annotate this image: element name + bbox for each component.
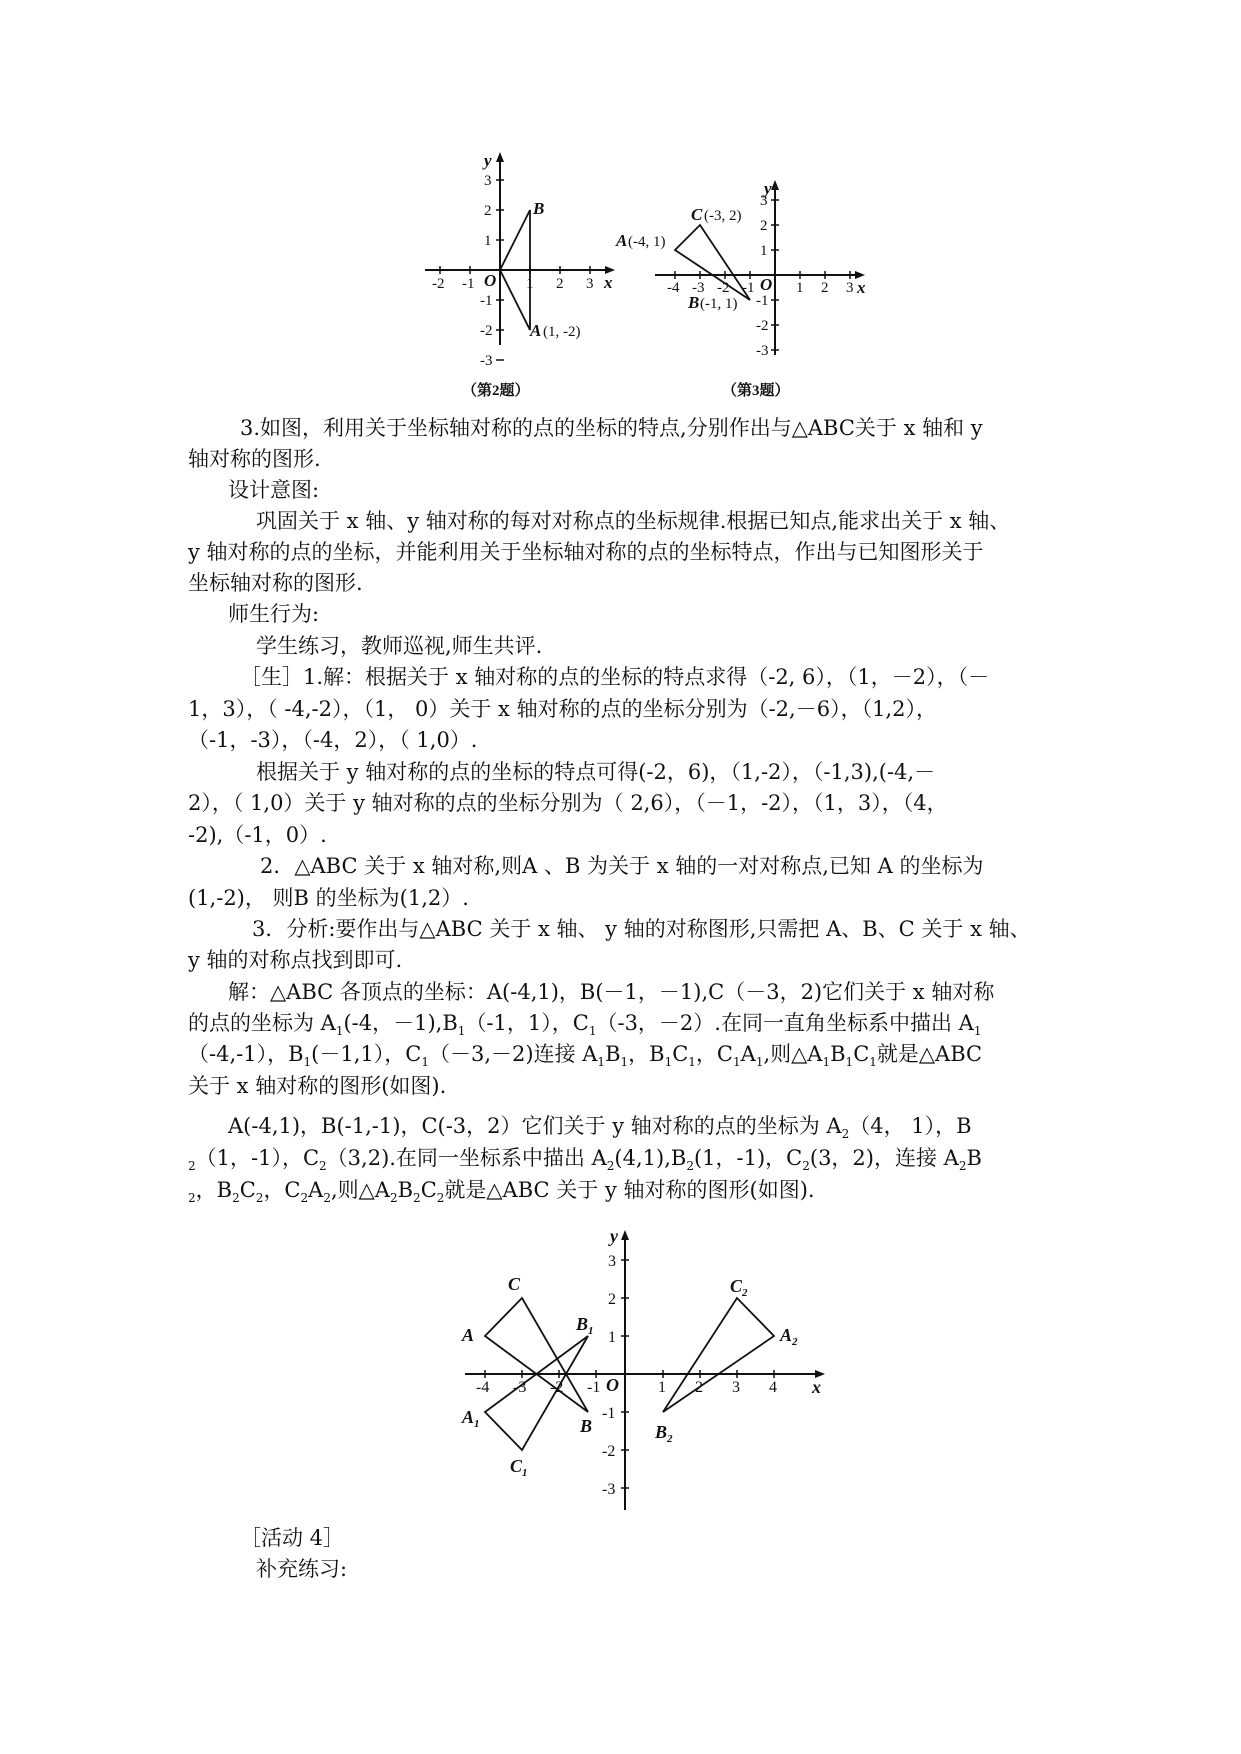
subscript: 1	[588, 1024, 597, 1039]
q2-y-tick: -1	[480, 293, 493, 309]
main-x-label: x	[812, 1377, 821, 1397]
subscript: 2	[958, 1159, 967, 1174]
text-span: B	[397, 1178, 414, 1202]
subscript: 1	[845, 1055, 854, 1070]
triangle-abc	[485, 1298, 588, 1412]
text-line: ［生］1.解：根据关于 x 轴对称的点的坐标的特点求得（-2, 6），（1，－2），（－	[240, 665, 990, 689]
subscript: 2	[255, 1191, 264, 1206]
q3-y-arrow	[771, 180, 779, 190]
q3-point-b-coord: (-1, 1)	[700, 296, 738, 312]
main-x-tick: 3	[732, 1379, 740, 1396]
main-x-tick: -3	[513, 1379, 527, 1396]
text-span: A	[308, 1178, 324, 1202]
q2-x-tick: -1	[462, 276, 475, 292]
q2-y-tick: 2	[484, 203, 492, 219]
text-span: ,则△A	[330, 1178, 390, 1202]
text-span: ，C	[263, 1178, 301, 1202]
text-line: （-1，-3），（-4，2），（ 1,0）.	[188, 728, 478, 752]
subscript: 2	[389, 1191, 398, 1206]
text-span: B	[966, 1146, 982, 1170]
main-y-tick: 2	[608, 1291, 616, 1308]
text-span: ,则△A	[763, 1042, 823, 1066]
main-y-tick: 3	[608, 1253, 616, 1270]
subscript: 2	[606, 1159, 615, 1174]
subscript: 2	[319, 1159, 327, 1174]
subscript: 1	[688, 1055, 696, 1070]
subscript: 2	[413, 1191, 421, 1206]
subscript: 2	[232, 1191, 240, 1206]
text-line: -2),（-1，0）.	[188, 823, 327, 847]
text-span: B	[605, 1042, 621, 1066]
main-y-arrow	[621, 1230, 629, 1240]
label-a2-letter: A	[780, 1325, 793, 1345]
q3-x-tick: -3	[692, 280, 705, 296]
main-x-tick: -2	[550, 1379, 564, 1396]
text-line: 1，3），（ -4,-2），（1， 0）关于 x 轴对称的点的坐标分别为（-2,－6），（1,2），	[188, 697, 937, 721]
label-a1-sub: 1	[474, 1418, 480, 1430]
q3-origin: O	[760, 275, 773, 294]
label-b2	[654, 1422, 673, 1445]
text-line: 3．分析:要作出与△ABC 关于 x 轴、 y 轴的对称图形,只需把 A、B、C 关于 x 轴、	[252, 917, 1031, 941]
subscript: 2	[841, 1127, 850, 1142]
label-b2-sub: 2	[667, 1433, 673, 1445]
q3-x-tick: -1	[742, 280, 755, 296]
label-c2	[730, 1276, 748, 1299]
text-span: (1，-1)，C	[693, 1146, 803, 1170]
text-span: (4,1),B	[614, 1146, 687, 1170]
figure-main	[450, 1220, 850, 1520]
text-line: 师生行为:	[228, 602, 320, 626]
q2-x-tick: -2	[432, 276, 445, 292]
text-span: 就是△ABC 关于 y 轴对称的图形(如图).	[444, 1178, 815, 1202]
subscript: 2	[686, 1159, 694, 1174]
label-c1-letter: C	[510, 1456, 523, 1476]
q3-y-tick: 2	[760, 218, 768, 234]
q2-caption: （第2题）	[462, 383, 530, 399]
label-a1-letter: A	[462, 1407, 475, 1427]
label-c1-sub: 1	[522, 1467, 528, 1479]
text-line: 2），（ 1,0）关于 y 轴对称的点的坐标分别为（ 2,6），（－1，-2），（1，3），（4，	[188, 791, 948, 815]
q3-triangle	[675, 225, 750, 300]
q2-y-label: y	[484, 151, 492, 170]
q3-x-tick: 1	[796, 280, 804, 296]
text-line: y 轴的对称点找到即可.	[188, 948, 403, 972]
triangle-a2b2c2	[663, 1298, 774, 1412]
q2-y-arrow	[496, 152, 504, 162]
text-line: (1,-2)， 则B 的坐标为(1,2）.	[188, 886, 469, 910]
subscript: 1	[303, 1055, 312, 1070]
text-line	[188, 1011, 1068, 1039]
q2-x-tick: 3	[586, 276, 594, 292]
subscript: 2	[802, 1159, 810, 1174]
text-line: 解：△ABC 各顶点的坐标：A(-4,1)，B(－1，－1),C（－3，2)它们关于 x 轴对称	[228, 980, 995, 1004]
text-line: 学生练习，教师巡视,师生共评.	[256, 634, 543, 658]
subscript: 1	[664, 1055, 673, 1070]
subscript: 2	[188, 1191, 196, 1206]
subscript: 1	[335, 1024, 344, 1039]
text-line: 巩固关于 x 轴、y 轴对称的每对对称点的坐标规律.根据已知点,能求出关于 x 轴、	[256, 509, 1011, 533]
main-x-tick: 1	[658, 1379, 666, 1396]
label-c1	[510, 1456, 528, 1479]
text-span: ，B	[195, 1178, 233, 1202]
label-b2-letter: B	[655, 1422, 668, 1442]
main-x-tick: 4	[769, 1379, 777, 1396]
text-span: C	[672, 1042, 689, 1066]
text-span: （-1，1），C	[465, 1011, 589, 1035]
text-span: A	[740, 1042, 756, 1066]
text-line: 坐标轴对称的图形.	[188, 571, 363, 595]
q3-y-tick: -2	[756, 318, 769, 334]
main-x-tick: 2	[695, 1379, 703, 1396]
q2-y-tick: 1	[484, 233, 492, 249]
q3-x-tick: -2	[717, 280, 730, 296]
activity-heading: ［活动 4］	[240, 1526, 345, 1550]
text-span: A(-4,1)，B(-1,-1)，C(-3，2）它们关于 y 轴对称的点的坐标为 A	[228, 1114, 842, 1138]
text-line	[188, 1042, 1068, 1070]
text-span: B	[830, 1042, 846, 1066]
q2-point-b: B	[533, 199, 545, 218]
text-span: C	[239, 1178, 256, 1202]
text-span: ，C	[695, 1042, 734, 1066]
label-a2	[779, 1325, 798, 1348]
main-origin: O	[606, 1375, 619, 1395]
q3-y-tick: -3	[756, 343, 769, 359]
q2-x-tick: 1	[526, 276, 534, 292]
subscript: 1	[755, 1055, 764, 1070]
subscript: 1	[733, 1055, 741, 1070]
q3-point-c: C	[691, 205, 703, 224]
text-span: （-4,-1），B	[188, 1042, 304, 1066]
label-a1	[461, 1407, 480, 1430]
main-x-tick: -4	[476, 1379, 490, 1396]
text-line: y 轴对称的点的坐标，并能利用关于坐标轴对称的点的坐标特点，作出与已知图形关于	[188, 540, 984, 564]
q2-origin: O	[484, 271, 497, 290]
q3-x-tick: 3	[846, 280, 854, 296]
q3-y-tick: 3	[760, 193, 768, 209]
label-c2-letter: C	[730, 1276, 743, 1296]
supplementary-exercise: 补充练习:	[256, 1557, 348, 1581]
subscript: 1	[597, 1055, 606, 1070]
text-span: (3，2)，连接 A	[809, 1146, 959, 1170]
q3-point-a: A	[616, 231, 628, 250]
q2-x-label: x	[604, 273, 613, 292]
text-line	[228, 1114, 1108, 1142]
text-span: （4， 1），B	[849, 1114, 972, 1138]
main-y-label: y	[610, 1226, 618, 1246]
q3-x-tick: 2	[821, 280, 829, 296]
q2-y-tick: -2	[480, 323, 493, 339]
text-span: C	[853, 1042, 870, 1066]
subscript: 2	[323, 1191, 331, 1206]
label-b1	[575, 1314, 594, 1337]
q3-point-a-coord: (-4, 1)	[628, 234, 666, 250]
subscript: 1	[869, 1055, 877, 1070]
q3-x-label: x	[857, 278, 866, 297]
text-span: (－1,1），C	[311, 1042, 422, 1066]
text-span: （1，-1），C	[195, 1146, 320, 1170]
text-span: （3,2).在同一坐标系中描出 A	[326, 1146, 607, 1170]
label-b1-letter: B	[576, 1314, 589, 1334]
main-y-tick: 1	[608, 1329, 616, 1346]
text-line: 关于 x 轴对称的图形(如图).	[188, 1074, 447, 1098]
text-span: （－3,－2)连接 A	[428, 1042, 598, 1066]
label-c2-sub: 2	[742, 1287, 748, 1299]
text-span: 就是△ABC	[876, 1042, 983, 1066]
figure-q3	[610, 150, 880, 410]
text-line	[188, 1146, 1068, 1174]
main-y-tick: -1	[602, 1405, 616, 1422]
label-a2-sub: 2	[792, 1336, 798, 1348]
text-line: 设计意图:	[228, 478, 320, 502]
text-span: C	[420, 1178, 437, 1202]
q3-point-b: B	[688, 293, 700, 312]
text-span: (-4，－1),B	[343, 1011, 458, 1035]
text-line: 轴对称的图形.	[188, 447, 321, 471]
q3-x-tick: -4	[667, 280, 680, 296]
subscript: 1	[457, 1024, 466, 1039]
q3-y-tick: -1	[756, 293, 769, 309]
label-b1-sub: 1	[588, 1325, 594, 1337]
text-span: （-3，－2）.在同一直角坐标系中描出 A	[596, 1011, 974, 1035]
main-y-tick: -3	[602, 1481, 616, 1498]
label-a: A	[462, 1325, 475, 1345]
text-line: 2．△ABC 关于 x 轴对称,则A 、B 为关于 x 轴的一对对称点,已知 A 的坐标为	[260, 854, 984, 878]
subscript: 2	[300, 1191, 309, 1206]
q2-point-a-coord: (1, -2)	[543, 324, 581, 340]
main-x-tick: -1	[587, 1379, 601, 1396]
text-line: 3.如图，利用关于坐标轴对称的点的坐标的特点,分别作出与△ABC关于 x 轴和 y	[240, 416, 983, 440]
subscript: 2	[188, 1159, 196, 1174]
subscript: 1	[822, 1055, 831, 1070]
label-b: B	[580, 1416, 593, 1436]
text-line	[188, 1178, 1068, 1206]
subscript: 1	[973, 1024, 982, 1039]
q3-y-tick: 1	[760, 243, 768, 259]
subscript: 1	[620, 1055, 629, 1070]
text-span: 的点的坐标为 A	[188, 1011, 336, 1035]
label-c: C	[508, 1274, 521, 1294]
q2-y-tick: 3	[484, 173, 492, 189]
q3-caption: （第3题）	[722, 383, 790, 399]
q3-y-label: y	[764, 179, 772, 198]
q2-point-a: A	[530, 321, 542, 340]
triangle-a1b1c1	[485, 1336, 588, 1450]
main-y-tick: -2	[602, 1443, 616, 1460]
q2-y-tick: -3	[480, 353, 493, 369]
q2-x-tick: 2	[556, 276, 564, 292]
subscript: 2	[436, 1191, 445, 1206]
text-line: 根据关于 y 轴对称的点的坐标的特点可得(-2，6)，（1,-2），（-1,3),(-4,－	[256, 760, 936, 784]
subscript: 1	[421, 1055, 429, 1070]
text-span: ，B	[628, 1042, 665, 1066]
q3-point-c-coord: (-3, 2)	[704, 208, 742, 224]
